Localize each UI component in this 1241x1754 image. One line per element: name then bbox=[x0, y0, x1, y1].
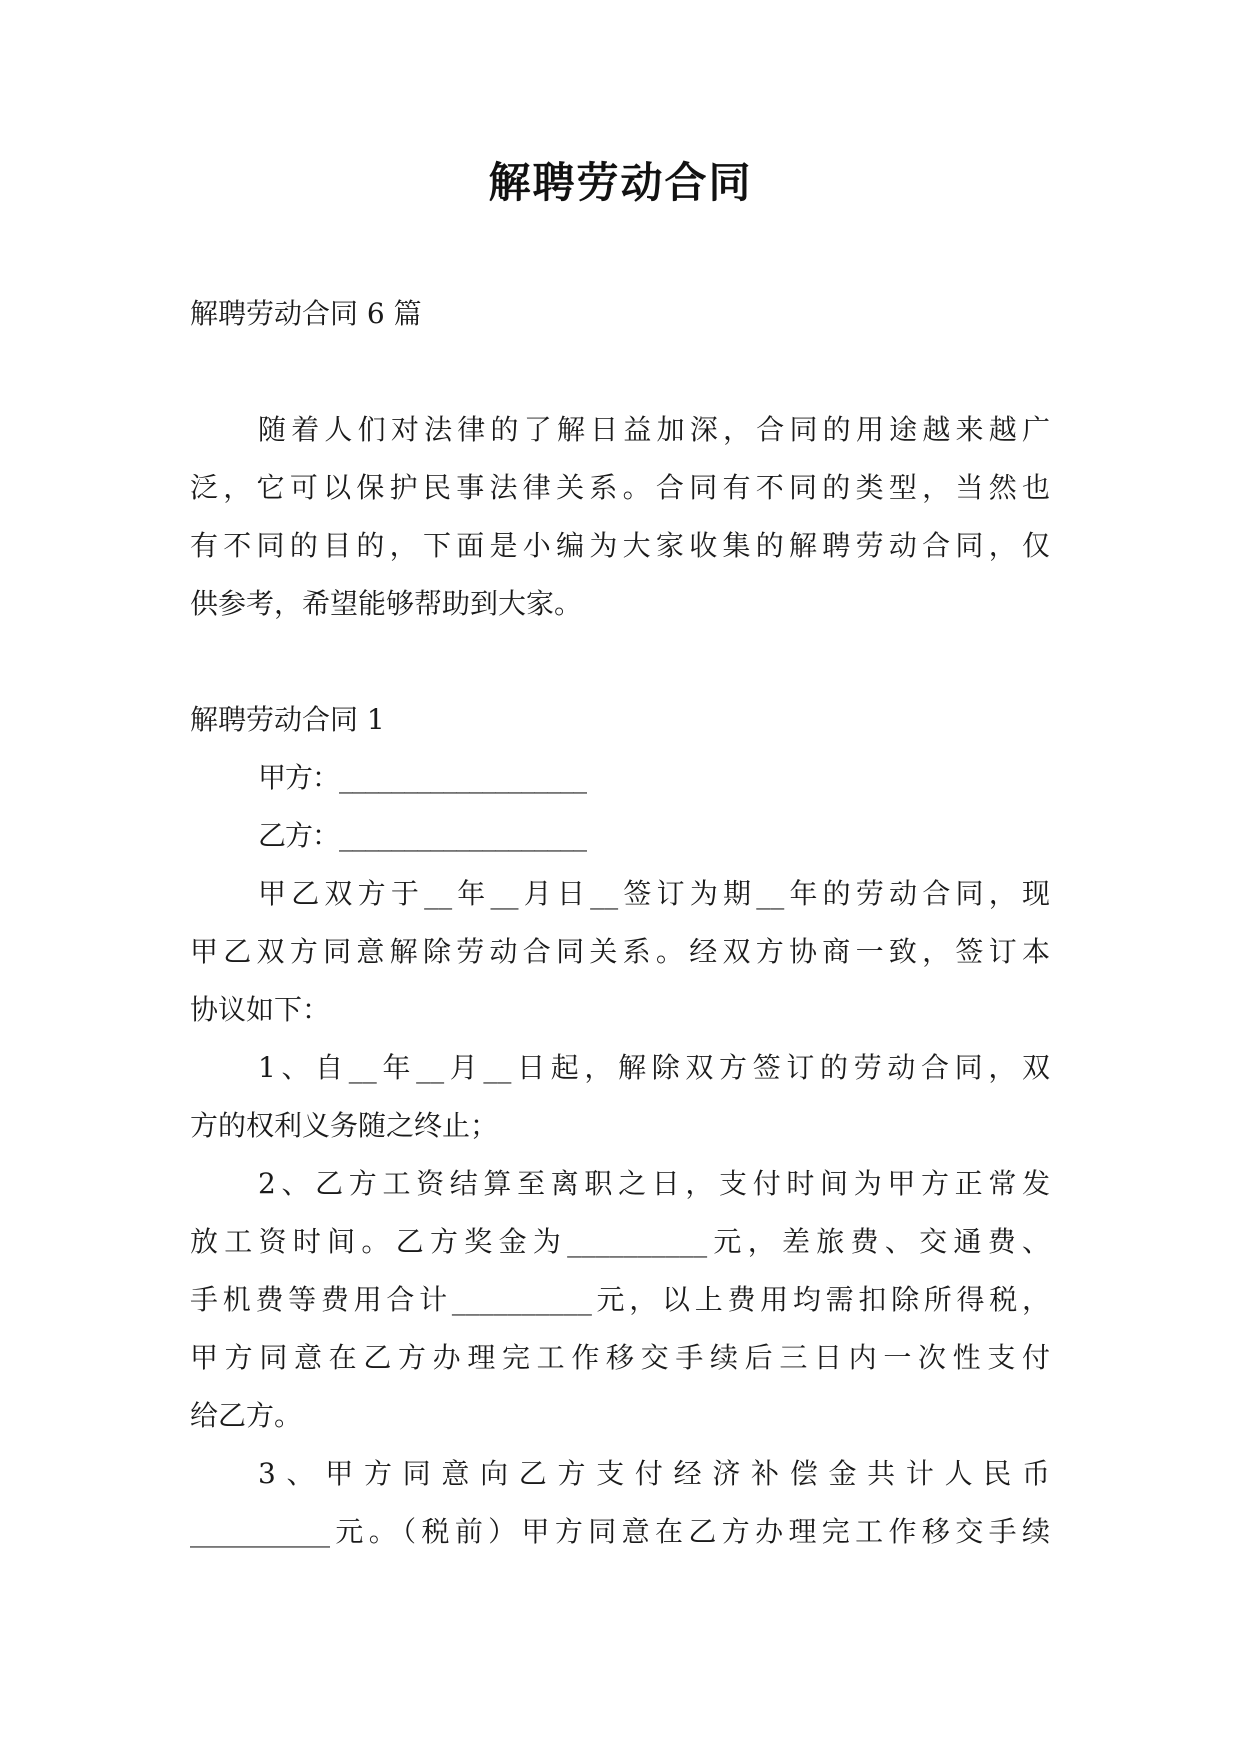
intro-line: 有不同的目的，下面是小编为大家收集的解聘劳动合同，仅 bbox=[190, 529, 1050, 562]
clause-3 bbox=[190, 1445, 1050, 1561]
clause-line: 2、乙方工资结算至离职之日，支付时间为甲方正常发 bbox=[258, 1167, 1050, 1200]
document-body bbox=[190, 285, 1050, 1561]
agreement-paragraph bbox=[190, 865, 1050, 1039]
clause-line: 给乙方。 bbox=[190, 1399, 303, 1432]
document-title: 解聘劳动合同 bbox=[488, 158, 753, 207]
intro-line: 随着人们对法律的了解日益加深，合同的用途越来越广 bbox=[258, 413, 1050, 446]
clause-2 bbox=[190, 1155, 1050, 1445]
clause-line: __________元。（税前）甲方同意在乙方办理完工作移交手续 bbox=[190, 1515, 1050, 1548]
clause-line: 手机费等费用合计__________元，以上费用均需扣除所得税， bbox=[190, 1283, 1050, 1316]
clause-line: 1、自__年__月__日起，解除双方签订的劳动合同，双 bbox=[258, 1051, 1050, 1084]
paragraph-line: 甲乙双方于__年__月日__签订为期__年的劳动合同，现 bbox=[258, 877, 1050, 910]
paragraph-line: 甲乙双方同意解除劳动合同关系。经双方协商一致，签订本 bbox=[190, 935, 1050, 968]
clause-line: 3、甲方同意向乙方支付经济补偿金共计人民币 bbox=[258, 1457, 1050, 1490]
party-b-line: 乙方：___________________ bbox=[258, 819, 587, 852]
document-subtitle: 解聘劳动合同 6 篇 bbox=[190, 297, 422, 330]
clause-line: 方的权利义务随之终止； bbox=[190, 1109, 499, 1142]
party-a-line: 甲方：___________________ bbox=[258, 761, 587, 794]
intro-line: 泛，它可以保护民事法律关系。合同有不同的类型，当然也 bbox=[190, 471, 1050, 504]
intro-paragraph bbox=[190, 401, 1050, 633]
section-title: 解聘劳动合同 1 bbox=[190, 703, 385, 736]
clause-line: 甲方同意在乙方办理完工作移交手续后三日内一次性支付 bbox=[190, 1341, 1050, 1374]
paragraph-line: 协议如下： bbox=[190, 993, 331, 1026]
clause-1 bbox=[190, 1039, 1050, 1155]
intro-line: 供参考，希望能够帮助到大家。 bbox=[190, 587, 583, 620]
clause-line: 放工资时间。乙方奖金为__________元，差旅费、交通费、 bbox=[190, 1225, 1050, 1258]
